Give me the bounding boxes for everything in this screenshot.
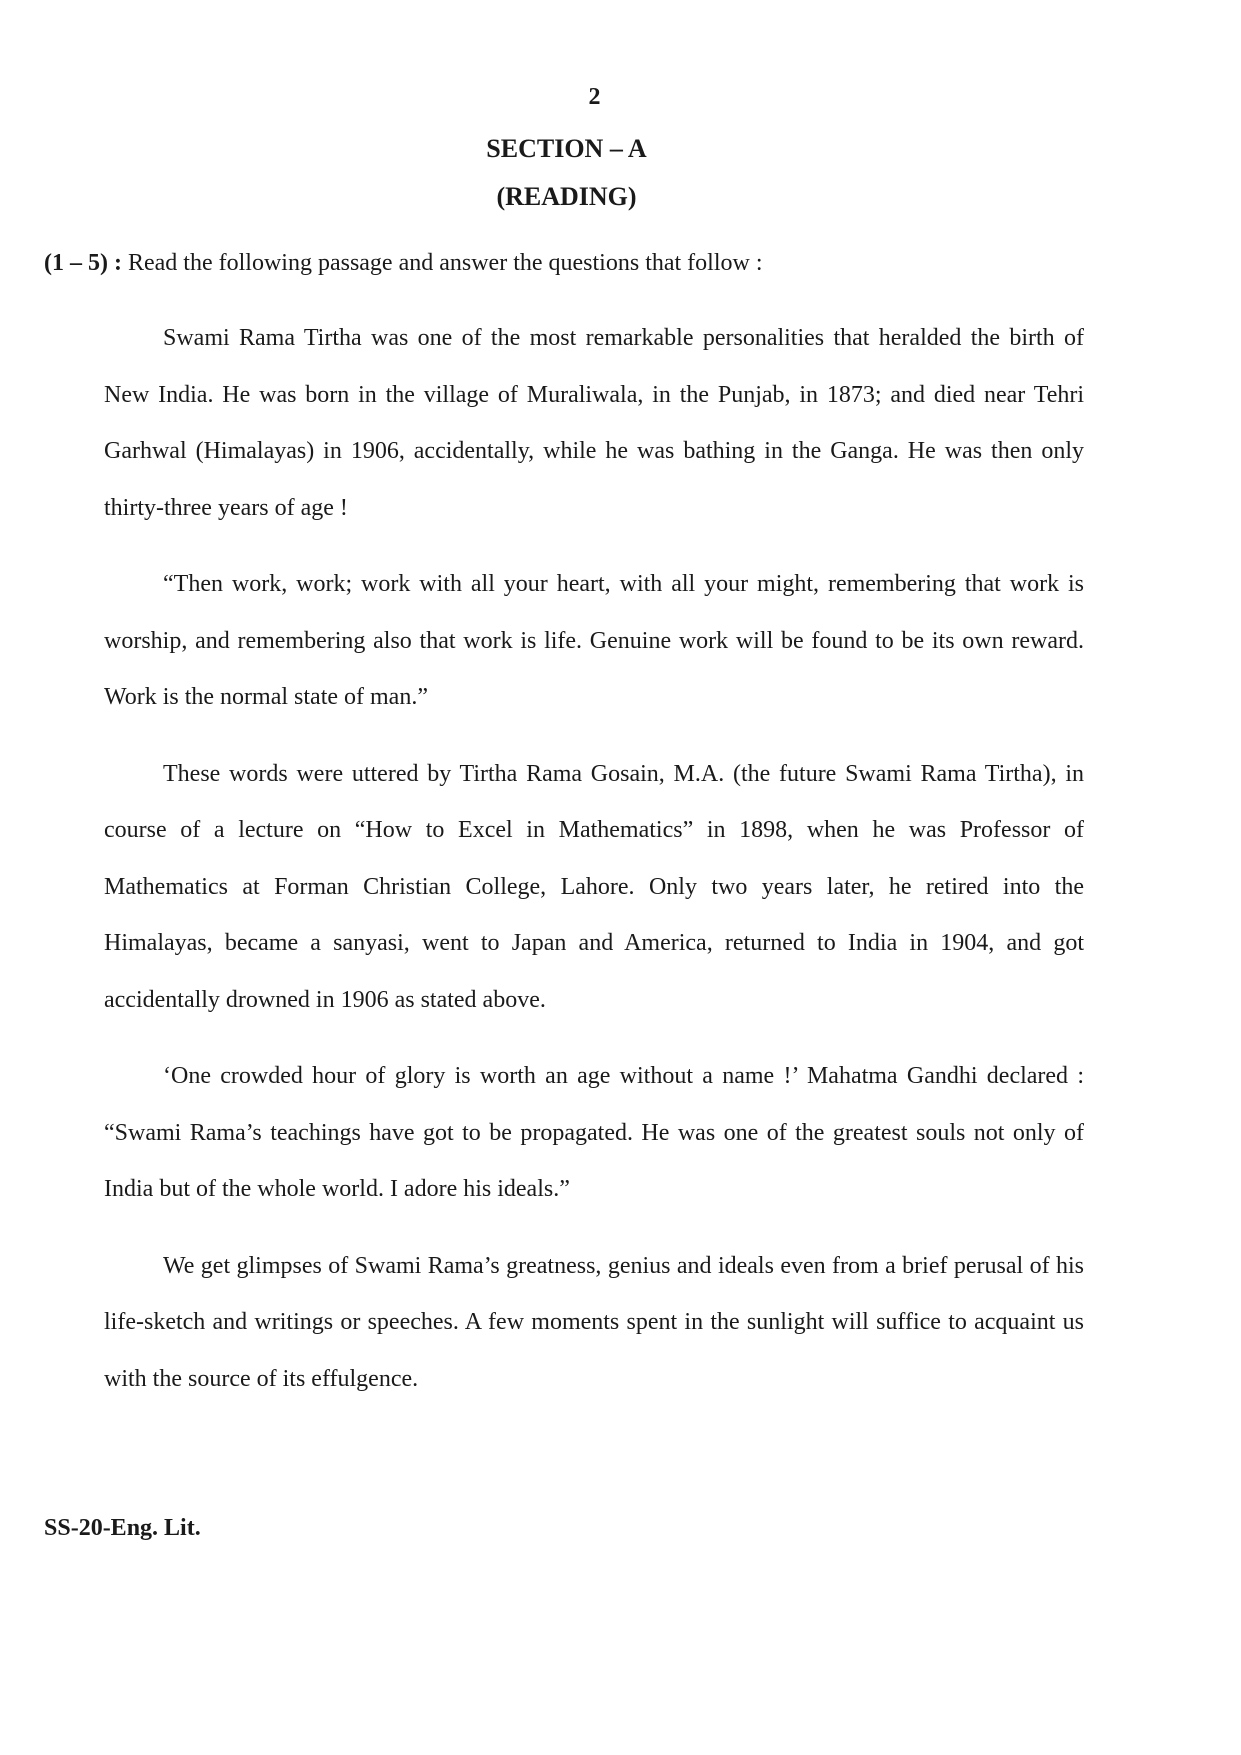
reading-passage xyxy=(104,310,1084,1427)
page-number: 2 xyxy=(588,84,601,110)
passage-paragraph-2: “Then work, work; work with all your heart, with all your might, remembering that work is worship, and remembering also that work is life. Genuine work will be found to be its own reward. Work is the normal state of man.” xyxy=(104,571,1084,710)
passage-paragraph-5: We get glimpses of Swami Rama’s greatness, genius and ideals even from a brief perusal of his life-sketch and writings or speeches. A few moments spent in the sunlight will suffice to acquaint us with the source of its effulgence. xyxy=(104,1252,1084,1392)
instruction-text: Read the following passage and answer the questions that follow : xyxy=(121,250,763,276)
paper-code: SS-20-Eng. Lit. xyxy=(44,1515,201,1541)
question-range: (1 – 5) : xyxy=(44,250,122,276)
passage-paragraph-3: These words were uttered by Tirtha Rama Gosain, M.A. (the future Swami Rama Tirtha), in course of a lecture on “How to Excel in Mathematics” in 1898, when he was Professor of Mathematics at Forman Christian College, Lahore. Only two years later, he retired into the Himalayas, became a sanyasi, went to Japan and America, returned to India in 1904, and got accidentally drowned in 1906 as stated above. xyxy=(104,760,1084,1013)
question-instruction xyxy=(44,250,1094,277)
section-subtitle: (READING) xyxy=(496,182,637,211)
section-title: SECTION – A xyxy=(486,134,647,163)
passage-paragraph-1: Swami Rama Tirtha was one of the most remarkable personalities that heralded the birth of New India. He was born in the village of Muraliwala, in the Punjab, in 1873; and died near Tehri Garhwal (Himalayas) in 1906, accidentally, while he was bathing in the Ganga. He was then only thirty-three years of age ! xyxy=(104,325,1084,521)
passage-paragraph-4: ‘One crowded hour of glory is worth an age without a name !’ Mahatma Gandhi declared : “Swami Rama’s teachings have got to be propagated. He was one of the greatest souls not only of India but of the whole world. I adore his ideals.” xyxy=(104,1063,1084,1202)
